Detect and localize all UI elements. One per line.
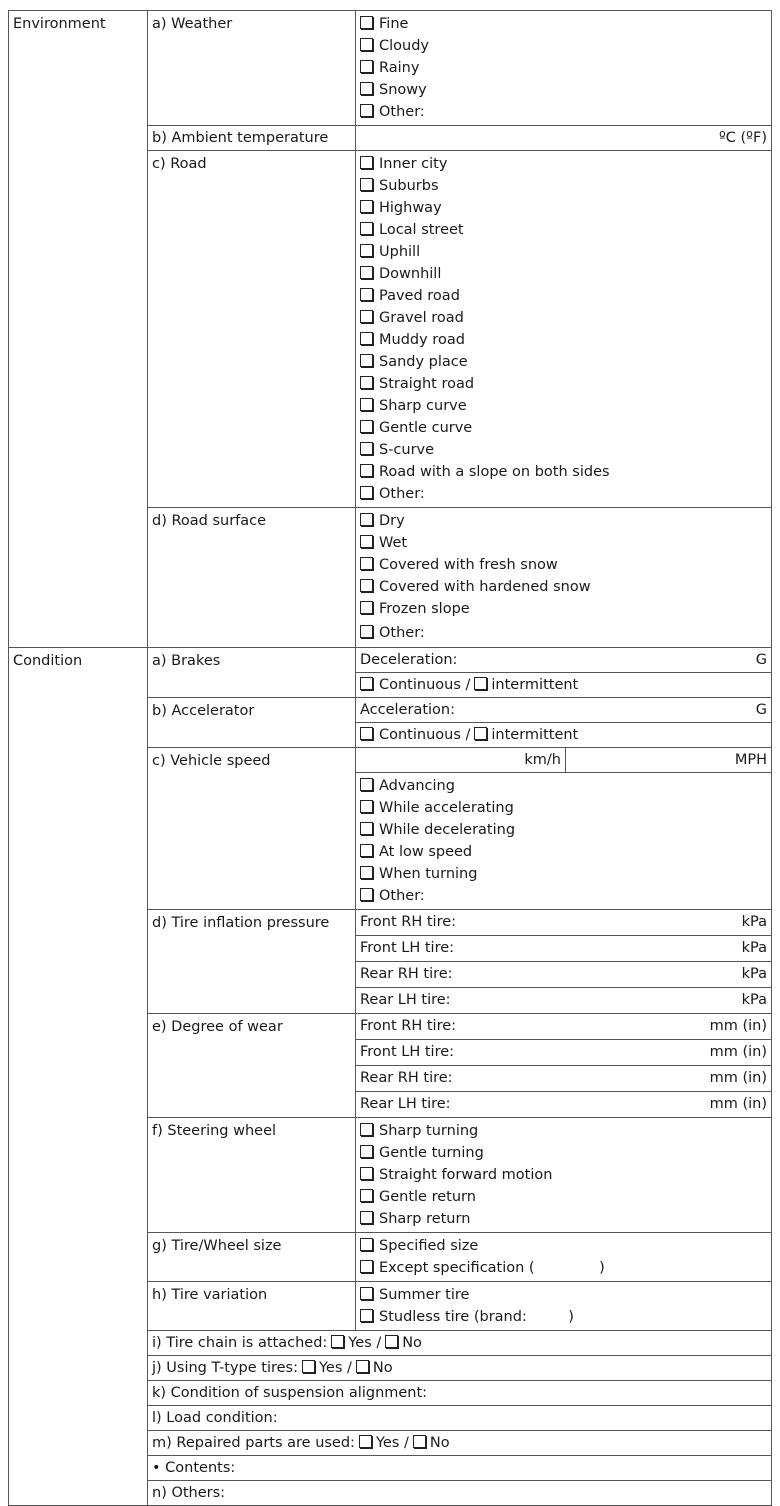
wheelsize-option[interactable]: Except specification ( ): [360, 1257, 767, 1279]
checkbox[interactable]: [360, 1167, 373, 1180]
speed-options: [356, 773, 771, 909]
brakes-row: [9, 648, 772, 698]
checkbox[interactable]: [302, 1360, 315, 1373]
contents-cell[interactable]: • Contents:: [148, 1456, 772, 1481]
accelerator-label: b) Accelerator: [148, 698, 356, 748]
checkbox[interactable]: [360, 178, 373, 191]
checkbox[interactable]: [474, 677, 487, 690]
deceleration-field[interactable]: Deceleration: G: [356, 648, 771, 673]
checkbox[interactable]: [360, 866, 373, 879]
wheelsize-label: g) Tire/Wheel size: [148, 1233, 356, 1282]
checkbox[interactable]: [360, 420, 373, 433]
variation-label: h) Tire variation: [148, 1282, 356, 1331]
acceleration-field[interactable]: Acceleration: G: [356, 698, 771, 723]
checkbox[interactable]: [360, 888, 373, 901]
checkbox[interactable]: [360, 800, 373, 813]
surface-label: d) Road surface: [148, 508, 356, 648]
road-label: c) Road: [148, 151, 356, 508]
checkbox[interactable]: [360, 1287, 373, 1300]
weather-option-snowy[interactable]: Snowy: [360, 79, 767, 101]
road-option[interactable]: Local street: [360, 219, 767, 241]
checkbox[interactable]: [360, 354, 373, 367]
accelerator-detail: [356, 698, 772, 748]
road-option[interactable]: Road with a slope on both sides: [360, 461, 767, 483]
checkbox[interactable]: [360, 442, 373, 455]
checkbox[interactable]: [360, 844, 373, 857]
wheelsize-option[interactable]: Specified size: [360, 1235, 767, 1257]
road-option[interactable]: Muddy road: [360, 329, 767, 351]
checkbox[interactable]: [360, 332, 373, 345]
road-option[interactable]: Suburbs: [360, 175, 767, 197]
speed-option[interactable]: When turning: [360, 863, 767, 885]
repaired-cell: m) Repaired parts are used: Yes / No: [148, 1431, 772, 1456]
wear-detail: [356, 1014, 772, 1118]
brakes-label: a) Brakes: [148, 648, 356, 698]
wear-label: e) Degree of wear: [148, 1014, 356, 1118]
road-option[interactable]: Inner city: [360, 153, 767, 175]
speed-detail: [356, 748, 772, 910]
surface-option[interactable]: Covered with fresh snow: [360, 554, 767, 576]
variation-option[interactable]: Summer tire: [360, 1284, 767, 1306]
wheelsize-options: [356, 1233, 772, 1282]
weather-options: [356, 11, 772, 126]
pressure-label: d) Tire inflation pressure: [148, 910, 356, 1014]
speed-option[interactable]: While accelerating: [360, 797, 767, 819]
checkbox[interactable]: [360, 38, 373, 51]
checkbox[interactable]: [356, 1360, 369, 1373]
checkbox[interactable]: [360, 266, 373, 279]
road-option[interactable]: Gentle curve: [360, 417, 767, 439]
road-option[interactable]: Paved road: [360, 285, 767, 307]
steering-label: f) Steering wheel: [148, 1118, 356, 1233]
checkbox[interactable]: [360, 677, 373, 690]
checkbox[interactable]: [360, 727, 373, 740]
checkbox[interactable]: [360, 486, 373, 499]
speed-option[interactable]: At low speed: [360, 841, 767, 863]
checkbox[interactable]: [360, 1238, 373, 1251]
surface-option[interactable]: Covered with hardened snow: [360, 576, 767, 598]
surface-option[interactable]: Dry: [360, 510, 767, 532]
checkbox[interactable]: [360, 82, 373, 95]
wear-front-rh[interactable]: Front RH tire: mm (in): [356, 1014, 771, 1040]
speed-fields: [356, 748, 771, 773]
weather-option-fine[interactable]: Fine: [360, 13, 767, 35]
accelerator-mode: Continuous / intermittent: [356, 723, 771, 747]
checkbox[interactable]: [360, 579, 373, 592]
road-option[interactable]: Sharp curve: [360, 395, 767, 417]
checkbox[interactable]: [360, 1260, 373, 1273]
wear-rear-lh[interactable]: Rear LH tire: mm (in): [360, 1096, 767, 1112]
speed-option[interactable]: Advancing: [360, 775, 767, 797]
road-option[interactable]: Other:: [360, 483, 767, 505]
ambient-label: b) Ambient temperature: [148, 126, 356, 151]
others-cell[interactable]: n) Others:: [148, 1481, 772, 1506]
checkbox[interactable]: [360, 822, 373, 835]
condition-category: Condition: [9, 648, 148, 1506]
steering-options: [356, 1118, 772, 1233]
road-option[interactable]: Gravel road: [360, 307, 767, 329]
environment-category: Environment: [9, 11, 148, 648]
variation-option[interactable]: Studless tire (brand: ): [360, 1306, 767, 1328]
ambient-unit[interactable]: ºC (ºF): [356, 126, 772, 151]
checkbox[interactable]: [360, 222, 373, 235]
checkbox[interactable]: [360, 557, 373, 570]
road-option[interactable]: S-curve: [360, 439, 767, 461]
road-options: [356, 151, 772, 508]
steering-option[interactable]: Sharp turning: [360, 1120, 767, 1142]
checkbox[interactable]: [474, 727, 487, 740]
chain-cell: i) Tire chain is attached: Yes / No: [148, 1331, 772, 1356]
checkbox[interactable]: [360, 376, 373, 389]
checkbox[interactable]: [331, 1335, 344, 1348]
checkbox[interactable]: [360, 601, 373, 614]
checkbox[interactable]: [360, 200, 373, 213]
pressure-rear-lh[interactable]: Rear LH tire: kPa: [360, 992, 767, 1008]
checkbox[interactable]: [360, 1309, 373, 1322]
mph-field[interactable]: MPH: [734, 752, 767, 768]
road-option[interactable]: Uphill: [360, 241, 767, 263]
speed-label: c) Vehicle speed: [148, 748, 356, 910]
steering-option[interactable]: Straight forward motion: [360, 1164, 767, 1186]
checkbox[interactable]: [413, 1435, 426, 1448]
checkbox[interactable]: [360, 1189, 373, 1202]
pressure-rear-rh[interactable]: Rear RH tire: kPa: [356, 962, 771, 988]
pressure-detail: [356, 910, 772, 1014]
checkbox[interactable]: [360, 60, 373, 73]
weather-label: a) Weather: [148, 11, 356, 126]
checkbox[interactable]: [360, 778, 373, 791]
checkbox[interactable]: [360, 1123, 373, 1136]
checkbox[interactable]: [360, 244, 373, 257]
speed-option[interactable]: While decelerating: [360, 819, 767, 841]
load-cell[interactable]: l) Load condition:: [148, 1406, 772, 1431]
surface-option[interactable]: Other:: [360, 620, 767, 645]
road-option[interactable]: Highway: [360, 197, 767, 219]
inspection-form-table: [8, 10, 772, 1506]
alignment-cell[interactable]: k) Condition of suspension alignment:: [148, 1381, 772, 1406]
steering-option[interactable]: Sharp return: [360, 1208, 767, 1230]
weather-row: [9, 11, 772, 126]
checkbox[interactable]: [385, 1335, 398, 1348]
checkbox[interactable]: [360, 1211, 373, 1224]
checkbox[interactable]: [360, 535, 373, 548]
checkbox[interactable]: [360, 464, 373, 477]
checkbox[interactable]: [360, 398, 373, 411]
checkbox[interactable]: [360, 513, 373, 526]
checkbox[interactable]: [360, 310, 373, 323]
wear-front-lh[interactable]: Front LH tire: mm (in): [356, 1040, 771, 1066]
brakes-mode: Continuous / intermittent: [356, 673, 771, 697]
speed-option[interactable]: Other:: [360, 885, 767, 907]
ttype-cell: j) Using T-type tires: Yes / No: [148, 1356, 772, 1381]
checkbox[interactable]: [360, 104, 373, 117]
steering-option[interactable]: Gentle turning: [360, 1142, 767, 1164]
road-option[interactable]: Downhill: [360, 263, 767, 285]
steering-option[interactable]: Gentle return: [360, 1186, 767, 1208]
pressure-front-rh[interactable]: Front RH tire: kPa: [356, 910, 771, 936]
checkbox[interactable]: [360, 1145, 373, 1158]
checkbox[interactable]: [360, 156, 373, 169]
variation-options: [356, 1282, 772, 1331]
pressure-front-lh[interactable]: Front LH tire: kPa: [356, 936, 771, 962]
surface-option[interactable]: Frozen slope: [360, 598, 767, 620]
wear-rear-rh[interactable]: Rear RH tire: mm (in): [356, 1066, 771, 1092]
checkbox[interactable]: [359, 1435, 372, 1448]
road-option[interactable]: Straight road: [360, 373, 767, 395]
brakes-detail: [356, 648, 772, 698]
weather-option-other[interactable]: Other:: [360, 101, 767, 123]
kmh-field[interactable]: km/h: [356, 748, 566, 772]
checkbox[interactable]: [360, 288, 373, 301]
weather-option-cloudy[interactable]: Cloudy: [360, 35, 767, 57]
weather-option-rainy[interactable]: Rainy: [360, 57, 767, 79]
surface-option[interactable]: Wet: [360, 532, 767, 554]
surface-options: [356, 508, 772, 648]
road-option[interactable]: Sandy place: [360, 351, 767, 373]
checkbox[interactable]: [360, 625, 373, 638]
checkbox[interactable]: [360, 16, 373, 29]
